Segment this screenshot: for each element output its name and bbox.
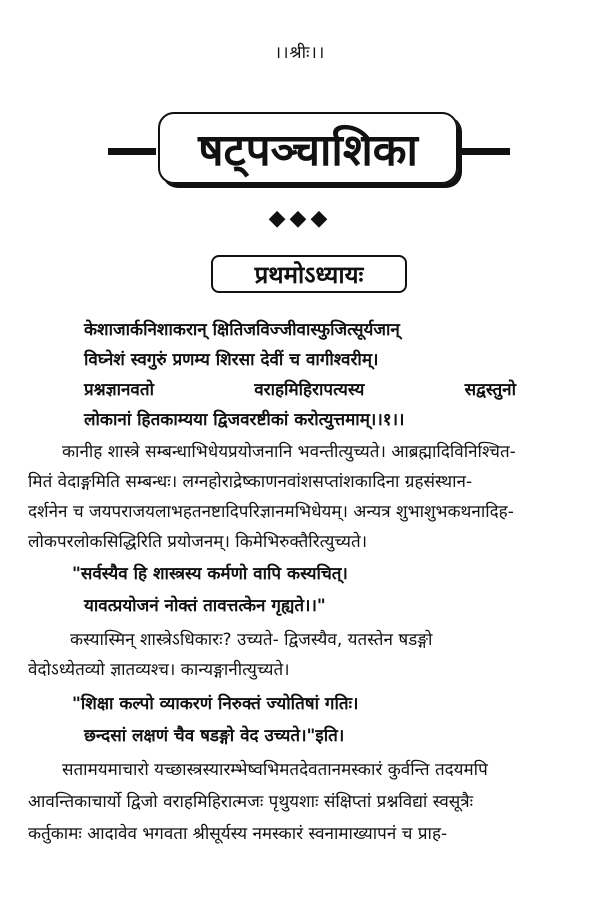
commentary-line: कस्यास्मिन् शास्त्रेऽधिकारः? उच्यते- द्विजस्यैव, यतस्तेन षडङ्गो xyxy=(70,630,433,650)
commentary-line: दर्शनेन च जयपराजयलाभहतनष्टादिपरिज्ञानमभिधेयम्। अन्यत्र शुभाशुभकथनादिह- xyxy=(28,502,514,522)
commentary-line: वेदोऽध्येतव्यो ज्ञातव्यश्च। कान्यङ्गानीत्युच्यते। xyxy=(28,660,290,680)
verse-line-4: लोकानां हितकाम्यया द्विजवरष्टीकां करोत्युत्तमाम्।।१।। xyxy=(84,410,405,430)
commentary-line: कर्तुकामः आदावेव भगवता श्रीसूर्यस्य नमस्कारं स्वनामाख्यापनं च प्राह- xyxy=(28,824,448,844)
verse-line-1: केशाजार्कनिशाकरान् क्षितिजविज्जीवास्फुजित्सूर्यजान् xyxy=(84,320,400,340)
title-rule-right xyxy=(462,148,510,155)
commentary-line: मितं वेदाङ्गमिति सम्बन्धः। लग्नहोराद्रेष्काणनवांशसप्तांशकादिना ग्रहसंस्थान- xyxy=(28,472,473,492)
quote-line: छन्दसां लक्षणं चैव षडङ्गो वेद उच्यते।"इति। xyxy=(84,726,345,746)
quote-line: "सर्वस्यैव हि शास्त्रस्य कर्मणो वापि कस्यचित्। xyxy=(72,564,348,584)
quote-line: "शिक्षा कल्पो व्याकरणं निरुक्तं ज्योतिषां गतिः। xyxy=(72,694,359,714)
commentary-line: कानीह शास्त्रे सम्बन्धाभिधेयप्रयोजनानि भवन्तीत्युच्यते। आब्रह्मादिविनिश्चित- xyxy=(62,442,516,462)
verse-line-3-part: सद्वस्तुनो xyxy=(464,380,516,400)
diamond-ornament-icon: ◆◆◆ xyxy=(268,206,332,231)
commentary-line: लोकपरलोकसिद्धिरिति प्रयोजनम्। किमेभिरुक्तैरित्युच्यते। xyxy=(28,532,368,552)
book-title: षट्पञ्चाशिका xyxy=(158,112,458,184)
commentary-line: सतामयमाचारो यच्छास्त्रस्यारम्भेष्वभिमतदेवतानमस्कारं कुर्वन्ति तदयमपि xyxy=(62,760,488,780)
commentary-line: आवन्तिकाचार्यो द्विजो वराहमिहिरात्मजः पृथुयशाः संक्षिप्तां प्रश्नविद्यां स्वसूत्रैः xyxy=(28,792,474,812)
invocation-heading: ।।श्रीः।। xyxy=(274,43,326,63)
chapter-heading: प्रथमोऽध्यायः xyxy=(211,255,407,293)
title-rule-left xyxy=(108,148,156,155)
verse-line-3-part: प्रश्नज्ञानवतो xyxy=(84,380,154,400)
verse-line-3-part: वराहमिहिरापत्यस्य xyxy=(254,380,365,400)
verse-line-2: विघ्नेशं स्वगुरुं प्रणम्य शिरसा देवीं च वागीश्वरीम्। xyxy=(84,350,379,370)
quote-line: यावत्प्रयोजनं नोक्तं तावत्तत्केन गृह्यते।।" xyxy=(84,596,326,616)
verse-line-3 xyxy=(84,378,516,402)
